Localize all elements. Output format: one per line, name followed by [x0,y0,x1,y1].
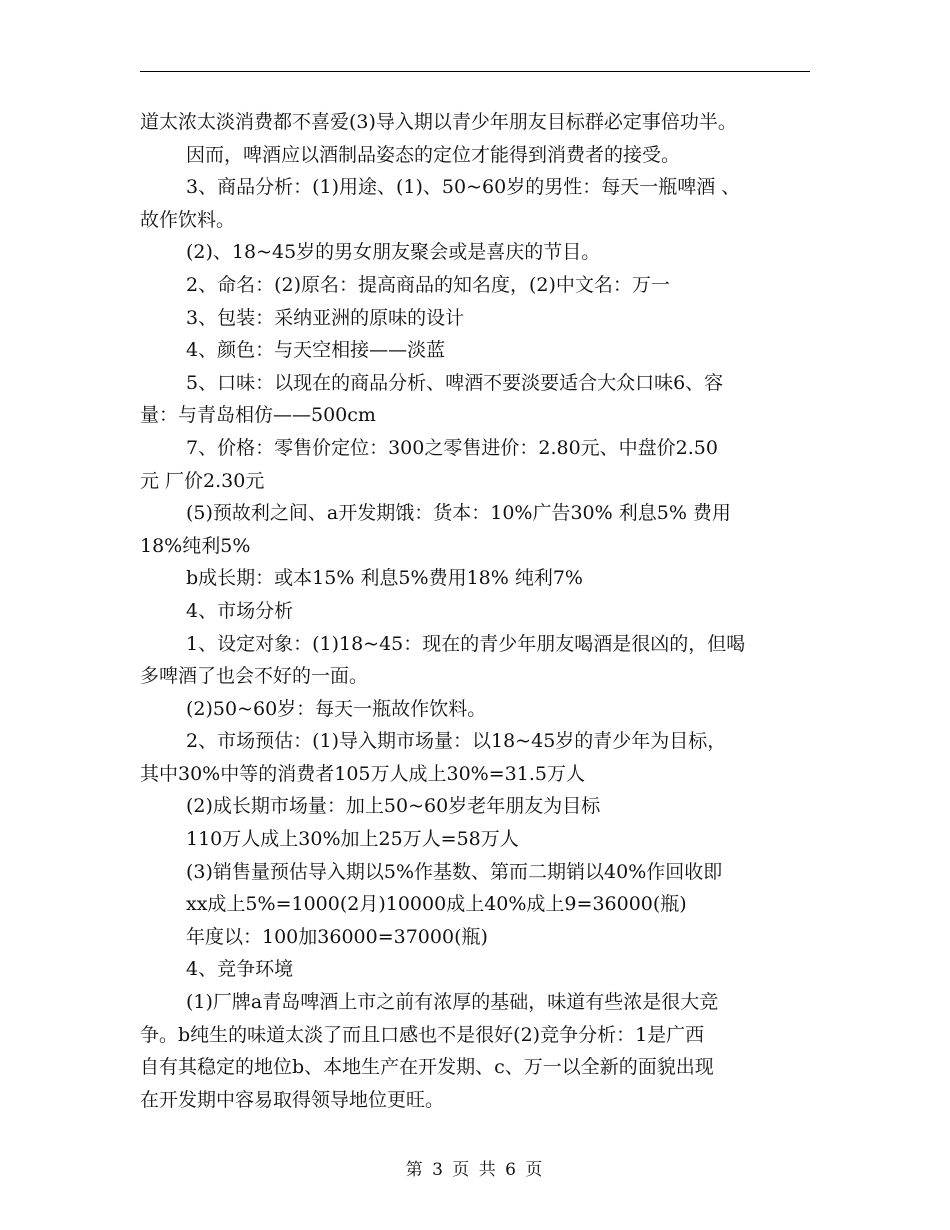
text-line: (2)50~60岁：每天一瓶故作饮料。 [186,697,487,720]
text-line: 多啤酒了也会不好的一面。 [140,665,369,688]
text-line: 18%纯利5% [140,534,251,557]
text-line: xx成上5%=1000(2月)10000成上40%成上9=36000(瓶) [186,893,687,916]
text-line: 3、包装：采纳亚洲的原味的设计 [186,306,465,329]
text-line: 道太浓太淡消费都不喜爱(3)导入期以青少年朋友目标群必定事倍功半。 [140,111,737,133]
text-line: 因而，啤酒应以酒制品姿态的定位才能得到消费者的接受。 [186,143,681,166]
text-line: 争。b纯生的味道太淡了而且口感也不是很好(2)竞争分析：1是广西 [140,1023,705,1046]
text-line: 3、商品分析：(1)用途、(1)、50~60岁的男性：每天一瓶啤酒 、 [186,176,741,199]
text-line: (2)成长期市场量：加上50~60岁老年朋友为目标 [186,795,601,818]
text-line: (1)厂牌a青岛啤酒上市之前有浓厚的基础，味道有些浓是很大竞 [186,991,719,1014]
text-line: 自有其稳定的地位b、本地生产在开发期、c、万一以全新的面貌出现 [140,1056,714,1079]
text-line: 故作饮料。 [140,208,236,231]
text-line: b成长期：或本15% 利息5%费用18% 纯利7% [186,567,583,590]
text-line: 7、价格：零售价定位：300之零售进价：2.80元、中盘价2.50 [186,436,718,459]
text-line: 其中30%中等的消费者105万人成上30%=31.5万人 [140,762,585,785]
text-line: 2、市场预估：(1)导入期市场量：以18~45岁的青少年为目标， [186,730,727,753]
text-line: (3)销售量预估导入期以5%作基数、第而二期销以40%作回收即 [186,860,723,883]
text-line: 1、设定对象：(1)18~45：现在的青少年朋友喝酒是很凶的，但喝 [186,632,746,655]
text-line: 5、口味：以现在的商品分析、啤酒不要淡要适合大众口味6、容 [186,371,724,394]
text-line: 元 厂价2.30元 [140,469,265,492]
text-line: 4、颜色：与天空相接——淡蓝 [186,339,446,362]
text-line: (5)预故利之间、a开发期饿：货本：10%广告30% 利息5% 费用 [186,502,731,525]
text-line: 4、市场分析 [186,599,294,622]
text-line: (2)、18~45岁的男女朋友聚会或是喜庆的节目。 [186,241,601,264]
text-line: 量：与青岛相仿——500cm [140,404,376,427]
text-line: 在开发期中容易取得领导地位更旺。 [140,1088,445,1111]
document-body [140,106,820,1116]
text-line: 2、命名：(2)原名：提高商品的知名度，(2)中文名：万一 [186,273,670,296]
text-line: 年度以：100加36000=37000(瓶) [186,925,488,948]
page-footer: 第 3 页 共 6 页 [405,1160,545,1180]
text-line: 4、竞争环境 [186,958,294,981]
text-line: 110万人成上30%加上25万人=58万人 [186,828,519,851]
header-rule [140,71,810,72]
